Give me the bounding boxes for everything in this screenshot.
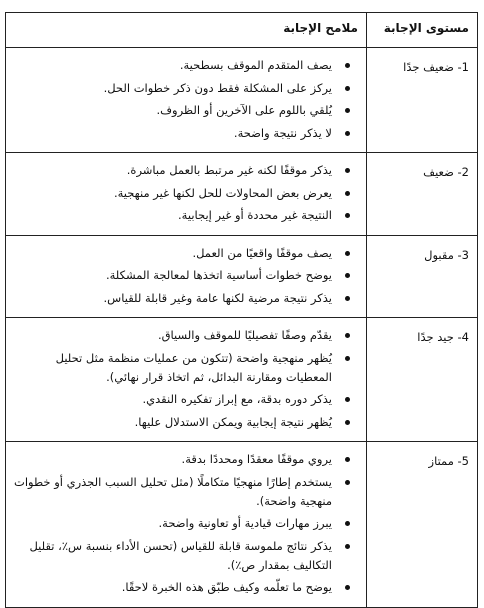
list-item bbox=[14, 184, 358, 203]
rubric-body bbox=[6, 48, 478, 608]
list-item bbox=[14, 578, 358, 597]
list-item bbox=[14, 413, 358, 432]
list-item bbox=[14, 244, 358, 263]
trait-text: يذكر نتيجة مرضية لكنها عامة وغير قابلة للقياس. bbox=[103, 290, 332, 305]
list-item bbox=[14, 349, 358, 387]
bullet-icon bbox=[345, 420, 350, 425]
list-item bbox=[14, 326, 358, 345]
bullet-icon bbox=[345, 356, 350, 361]
list-item bbox=[14, 514, 358, 533]
trait-text: النتيجة غير محددة أو غير إيجابية. bbox=[178, 208, 332, 222]
trait-text: يصف المتقدم الموقف بسطحية. bbox=[179, 58, 332, 72]
level-cell: 5- ممتاز bbox=[367, 442, 478, 608]
bullet-icon bbox=[345, 457, 350, 462]
bullet-icon bbox=[345, 86, 350, 91]
bullet-icon bbox=[345, 544, 350, 549]
list-item bbox=[14, 161, 358, 180]
header-level: مستوى الإجابة bbox=[367, 13, 478, 48]
trait-text: يستخدم إطارًا منهجيًا متكاملًا (مثل تحليل السبب الجذري أو خطوات منهجية واضحة). bbox=[14, 474, 332, 508]
traits-list bbox=[14, 244, 358, 308]
level-cell: 1- ضعيف جدًا bbox=[367, 48, 478, 153]
traits-cell bbox=[6, 442, 367, 608]
trait-text: يوضح ما تعلّمه وكيف طبّق هذه الخبرة لاحقًا. bbox=[121, 580, 332, 594]
list-item bbox=[14, 79, 358, 98]
table-row bbox=[6, 235, 478, 318]
bullet-icon bbox=[345, 296, 350, 301]
bullet-icon bbox=[345, 251, 350, 256]
list-item bbox=[14, 289, 358, 308]
traits-cell bbox=[6, 235, 367, 318]
trait-text: يوضح خطوات أساسية اتخذها لمعالجة المشكلة. bbox=[105, 268, 332, 282]
trait-text: يذكر موقفًا لكنه غير مرتبط بالعمل مباشرة. bbox=[126, 163, 332, 177]
trait-text: يعرض بعض المحاولات للحل لكنها غير منهجية. bbox=[113, 185, 332, 200]
trait-text: يقدّم وصفًا تفصيليًا للموقف والسياق. bbox=[157, 328, 332, 342]
traits-list bbox=[14, 326, 358, 432]
trait-text: لا يذكر نتيجة واضحة. bbox=[233, 125, 332, 140]
bullet-icon bbox=[345, 108, 350, 113]
bullet-icon bbox=[345, 273, 350, 278]
list-item bbox=[14, 473, 358, 511]
table-row bbox=[6, 442, 478, 608]
trait-text: يُلقي باللوم على الآخرين أو الظروف. bbox=[156, 103, 332, 117]
list-item bbox=[14, 390, 358, 409]
trait-text: يُظهر نتيجة إيجابية ويمكن الاستدلال عليها. bbox=[134, 414, 332, 429]
bullet-icon bbox=[345, 585, 350, 590]
list-item bbox=[14, 450, 358, 469]
trait-text: يبرز مهارات قيادية أو تعاونية واضحة. bbox=[158, 516, 332, 530]
bullet-icon bbox=[345, 333, 350, 338]
level-cell: 3- مقبول bbox=[367, 235, 478, 318]
list-item bbox=[14, 266, 358, 285]
trait-text: يروي موقفًا معقدًا ومحددًا بدقة. bbox=[181, 452, 332, 466]
trait-text: يركز على المشكلة فقط دون ذكر خطوات الحل. bbox=[103, 80, 332, 95]
traits-list bbox=[14, 161, 358, 225]
table-row bbox=[6, 153, 478, 236]
bullet-icon bbox=[345, 63, 350, 68]
trait-text: يصف موقفًا واقعيًا من العمل. bbox=[192, 245, 332, 260]
traits-cell bbox=[6, 153, 367, 236]
traits-cell bbox=[6, 318, 367, 442]
bullet-icon bbox=[345, 480, 350, 485]
bullet-icon bbox=[345, 213, 350, 218]
header-traits: ملامح الإجابة bbox=[6, 13, 367, 48]
rubric-table bbox=[5, 12, 478, 608]
level-cell: 4- جيد جدًا bbox=[367, 318, 478, 442]
level-cell: 2- ضعيف bbox=[367, 153, 478, 236]
trait-text: يُظهر منهجية واضحة (تتكون من عمليات منظمة مثل تحليل المعطيات ومقارنة البدائل، ثم اتخاذ قرار نهائي). bbox=[55, 350, 332, 384]
header-row bbox=[6, 13, 478, 48]
traits-list bbox=[14, 450, 358, 597]
list-item bbox=[14, 56, 358, 75]
bullet-icon bbox=[345, 168, 350, 173]
traits-cell bbox=[6, 48, 367, 153]
bullet-icon bbox=[345, 397, 350, 402]
table-row bbox=[6, 48, 478, 153]
bullet-icon bbox=[345, 191, 350, 196]
trait-text: يذكر نتائج ملموسة قابلة للقياس (تحسن الأداء بنسبة س٪، تقليل التكاليف بمقدار ص٪). bbox=[29, 538, 332, 572]
list-item bbox=[14, 101, 358, 120]
table-row bbox=[6, 318, 478, 442]
traits-list bbox=[14, 56, 358, 143]
trait-text: يذكر دوره بدقة، مع إبراز تفكيره النقدي. bbox=[142, 392, 332, 406]
list-item bbox=[14, 537, 358, 575]
list-item bbox=[14, 124, 358, 143]
bullet-icon bbox=[345, 131, 350, 136]
bullet-icon bbox=[345, 521, 350, 526]
list-item bbox=[14, 206, 358, 225]
